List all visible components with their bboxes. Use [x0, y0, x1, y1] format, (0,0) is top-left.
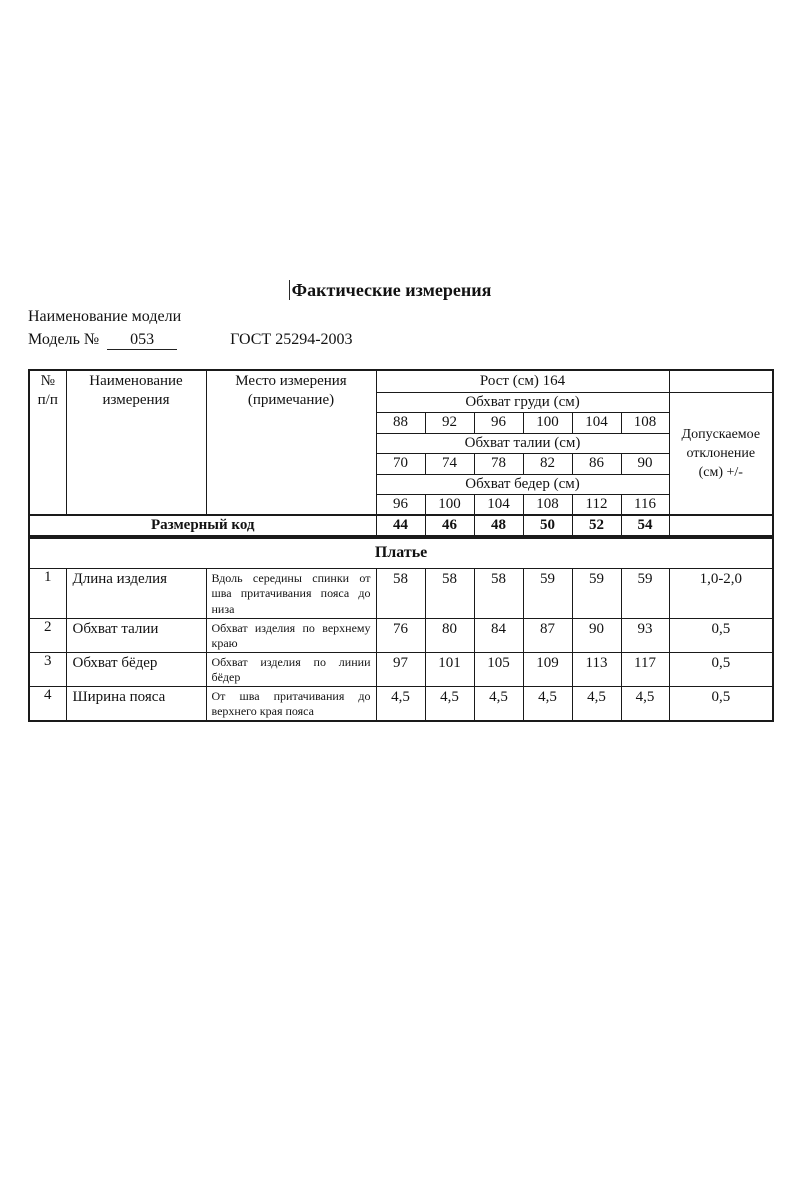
measurement-note: Обхват изделия по линии бёдер [206, 652, 376, 686]
table-row [29, 652, 773, 686]
waist-girth-header: Обхват талии (см) [376, 433, 669, 453]
size-code-value: 54 [621, 515, 669, 536]
measurement-value: 4,5 [425, 686, 474, 721]
garment-measurements-table [28, 537, 774, 722]
measurement-value: 101 [425, 652, 474, 686]
waist-size-value: 82 [523, 453, 572, 474]
row-number: 1 [29, 568, 66, 618]
model-name-label: Наименование модели [28, 308, 182, 325]
measurement-name: Ширина пояса [66, 686, 206, 721]
height-header: Рост (см) 164 [376, 370, 669, 392]
col-header-number [29, 370, 66, 515]
measurement-value: 58 [425, 568, 474, 618]
measurement-value: 80 [425, 618, 474, 652]
measurement-value: 4,5 [376, 686, 425, 721]
measurement-value: 59 [572, 568, 621, 618]
chest-size-value: 108 [621, 412, 669, 433]
measurement-value: 109 [523, 652, 572, 686]
col-header-number-line2: п/п [37, 392, 58, 408]
measurement-value: 76 [376, 618, 425, 652]
tolerance-value: 0,5 [669, 686, 773, 721]
measurement-value: 117 [621, 652, 669, 686]
tolerance-value: 0,5 [669, 652, 773, 686]
chest-size-value: 92 [425, 412, 474, 433]
chest-size-value: 88 [376, 412, 425, 433]
chest-size-value: 100 [523, 412, 572, 433]
measurement-value: 113 [572, 652, 621, 686]
waist-size-value: 70 [376, 453, 425, 474]
size-code-value: 48 [474, 515, 523, 536]
hips-size-value: 108 [523, 494, 572, 515]
model-number-line [28, 331, 353, 350]
row-number: 4 [29, 686, 66, 721]
size-code-value: 50 [523, 515, 572, 536]
measurement-value: 4,5 [474, 686, 523, 721]
measurement-value: 4,5 [621, 686, 669, 721]
measurement-name: Обхват бёдер [66, 652, 206, 686]
size-code-value: 52 [572, 515, 621, 536]
hips-size-value: 116 [621, 494, 669, 515]
row-number: 3 [29, 652, 66, 686]
measurement-value: 4,5 [572, 686, 621, 721]
measurement-note: От шва притачивания до верхнего края пояса [206, 686, 376, 721]
size-code-label: Размерный код [29, 515, 376, 536]
chest-size-value: 104 [572, 412, 621, 433]
measurement-name: Обхват талии [66, 618, 206, 652]
measurement-value: 87 [523, 618, 572, 652]
size-code-tolerance-empty [669, 515, 773, 536]
measurement-value: 84 [474, 618, 523, 652]
text-cursor-caret [289, 280, 290, 300]
gost-standard: ГОСТ 25294-2003 [230, 331, 353, 348]
col-header-number-line1: № [40, 373, 55, 389]
hips-size-value: 112 [572, 494, 621, 515]
measurement-note: Обхват изделия по верхнему краю [206, 618, 376, 652]
hips-girth-header: Обхват бедер (см) [376, 474, 669, 494]
size-code-value: 46 [425, 515, 474, 536]
table-row [29, 618, 773, 652]
tolerance-value: 1,0-2,0 [669, 568, 773, 618]
measurement-value: 93 [621, 618, 669, 652]
waist-size-value: 86 [572, 453, 621, 474]
hips-size-value: 104 [474, 494, 523, 515]
waist-size-value: 74 [425, 453, 474, 474]
col-header-measurement-place: Место измерения (примечание) [206, 370, 376, 515]
measurement-header-table [28, 369, 774, 537]
measurement-value: 90 [572, 618, 621, 652]
chest-size-value: 96 [474, 412, 523, 433]
measurement-name: Длина изделия [66, 568, 206, 618]
measurement-value: 58 [376, 568, 425, 618]
model-number-label: Модель № [28, 331, 100, 348]
chest-girth-header: Обхват груди (см) [376, 392, 669, 412]
waist-size-value: 90 [621, 453, 669, 474]
hips-size-value: 100 [425, 494, 474, 515]
measurement-value: 4,5 [523, 686, 572, 721]
tolerance-value: 0,5 [669, 618, 773, 652]
empty-corner-cell [669, 370, 773, 392]
table-row [29, 568, 773, 618]
model-number-value: 053 [107, 331, 177, 350]
measurement-value: 59 [621, 568, 669, 618]
document-title-text: Фактические измерения [291, 280, 492, 300]
measurement-value: 97 [376, 652, 425, 686]
table-row [29, 686, 773, 721]
size-code-value: 44 [376, 515, 425, 536]
measurement-value: 105 [474, 652, 523, 686]
row-number: 2 [29, 618, 66, 652]
measurement-value: 58 [474, 568, 523, 618]
section-title-dress: Платье [29, 538, 773, 568]
document-title [0, 279, 780, 302]
waist-size-value: 78 [474, 453, 523, 474]
measurement-note: Вдоль середины спинки от шва притачивания пояса до низа [206, 568, 376, 618]
col-header-measurement-name: Наименование измерения [66, 370, 206, 515]
hips-size-value: 96 [376, 494, 425, 515]
tolerance-header: Допускаемое отклонение (см) +/- [669, 392, 773, 515]
measurement-value: 59 [523, 568, 572, 618]
